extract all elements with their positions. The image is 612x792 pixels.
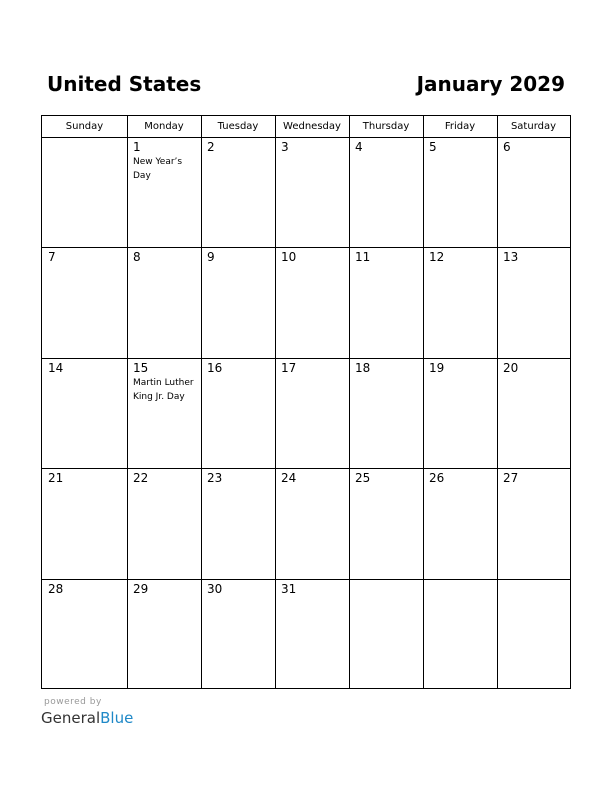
day-number: 7 [48, 250, 56, 265]
day-number: 9 [207, 250, 215, 265]
day-number: 13 [503, 250, 519, 265]
day-number: 23 [207, 471, 223, 486]
powered-by-label: powered by [44, 697, 102, 707]
day-cell-1 [127, 137, 201, 247]
day-number: 6 [503, 140, 511, 154]
day-number: 19 [429, 360, 445, 375]
day-cell-29 [127, 579, 201, 689]
day-cell-15 [127, 358, 201, 468]
day-cell-16 [201, 358, 275, 468]
day-number: 22 [133, 471, 149, 486]
day-number: 5 [429, 140, 437, 154]
footer-branding [41, 697, 133, 729]
day-number: 20 [503, 360, 519, 375]
day-number: 25 [355, 471, 371, 486]
day-cell-9 [201, 247, 275, 357]
day-cell-11 [349, 247, 423, 357]
holiday-label: Martin Luther King Jr. Day [133, 377, 194, 402]
day-cell-31 [275, 579, 349, 689]
day-cell-5 [423, 137, 497, 247]
day-cell-18 [349, 358, 423, 468]
day-cell-22 [127, 468, 201, 578]
day-number: 24 [281, 471, 297, 486]
empty-day-cell [349, 579, 423, 689]
day-cell-21 [42, 468, 127, 578]
weekday-header-tuesday: Tuesday [217, 121, 259, 132]
day-number: 12 [429, 250, 445, 265]
day-cell-14 [42, 358, 127, 468]
day-cell-19 [423, 358, 497, 468]
weekday-header-friday: Friday [444, 121, 476, 132]
day-number: 28 [48, 581, 64, 596]
holiday-label: New Year’s Day [133, 157, 183, 181]
day-number: 27 [503, 471, 519, 486]
day-number: 11 [355, 250, 371, 265]
weekday-header-monday: Monday [144, 121, 184, 132]
day-cell-2 [201, 137, 275, 247]
day-number: 1 [133, 140, 141, 154]
day-cell-28 [42, 579, 127, 689]
day-number: 17 [281, 360, 297, 375]
day-cell-13 [497, 247, 570, 357]
day-cell-8 [127, 247, 201, 357]
country-title: United States [47, 72, 202, 96]
day-number: 10 [281, 250, 297, 265]
day-number: 16 [207, 360, 223, 375]
day-cell-27 [497, 468, 570, 578]
day-number: 30 [207, 581, 223, 596]
calendar-grid [41, 115, 571, 689]
empty-day-cell [497, 579, 570, 689]
month-year-title: January 2029 [416, 72, 565, 96]
day-cell-7 [42, 247, 127, 357]
empty-day-cell [42, 137, 127, 247]
day-number: 26 [429, 471, 445, 486]
brand-blue: Blue [100, 709, 134, 727]
day-cell-12 [423, 247, 497, 357]
day-cell-20 [497, 358, 570, 468]
day-cell-3 [275, 137, 349, 247]
day-number: 15 [133, 360, 149, 375]
day-number: 18 [355, 360, 371, 375]
generalblue-logo[interactable] [41, 707, 133, 729]
day-cell-23 [201, 468, 275, 578]
day-cell-10 [275, 247, 349, 357]
weekday-header-thursday: Thursday [362, 121, 410, 132]
day-number: 4 [355, 140, 363, 154]
day-cell-26 [423, 468, 497, 578]
empty-day-cell [423, 579, 497, 689]
day-number: 2 [207, 140, 215, 154]
day-cell-24 [275, 468, 349, 578]
brand-general: General [41, 709, 101, 727]
day-cell-6 [497, 137, 570, 247]
day-number: 21 [48, 471, 64, 486]
day-cell-25 [349, 468, 423, 578]
day-number: 8 [133, 250, 141, 265]
day-cell-30 [201, 579, 275, 689]
day-cell-4 [349, 137, 423, 247]
weekday-header-wednesday: Wednesday [283, 121, 341, 132]
day-number: 3 [281, 140, 289, 154]
day-number: 29 [133, 581, 149, 596]
day-number: 31 [281, 581, 297, 596]
weekday-header-sunday: Sunday [65, 121, 104, 132]
weekday-header-saturday: Saturday [510, 121, 557, 132]
day-number: 14 [48, 360, 64, 375]
day-cell-17 [275, 358, 349, 468]
